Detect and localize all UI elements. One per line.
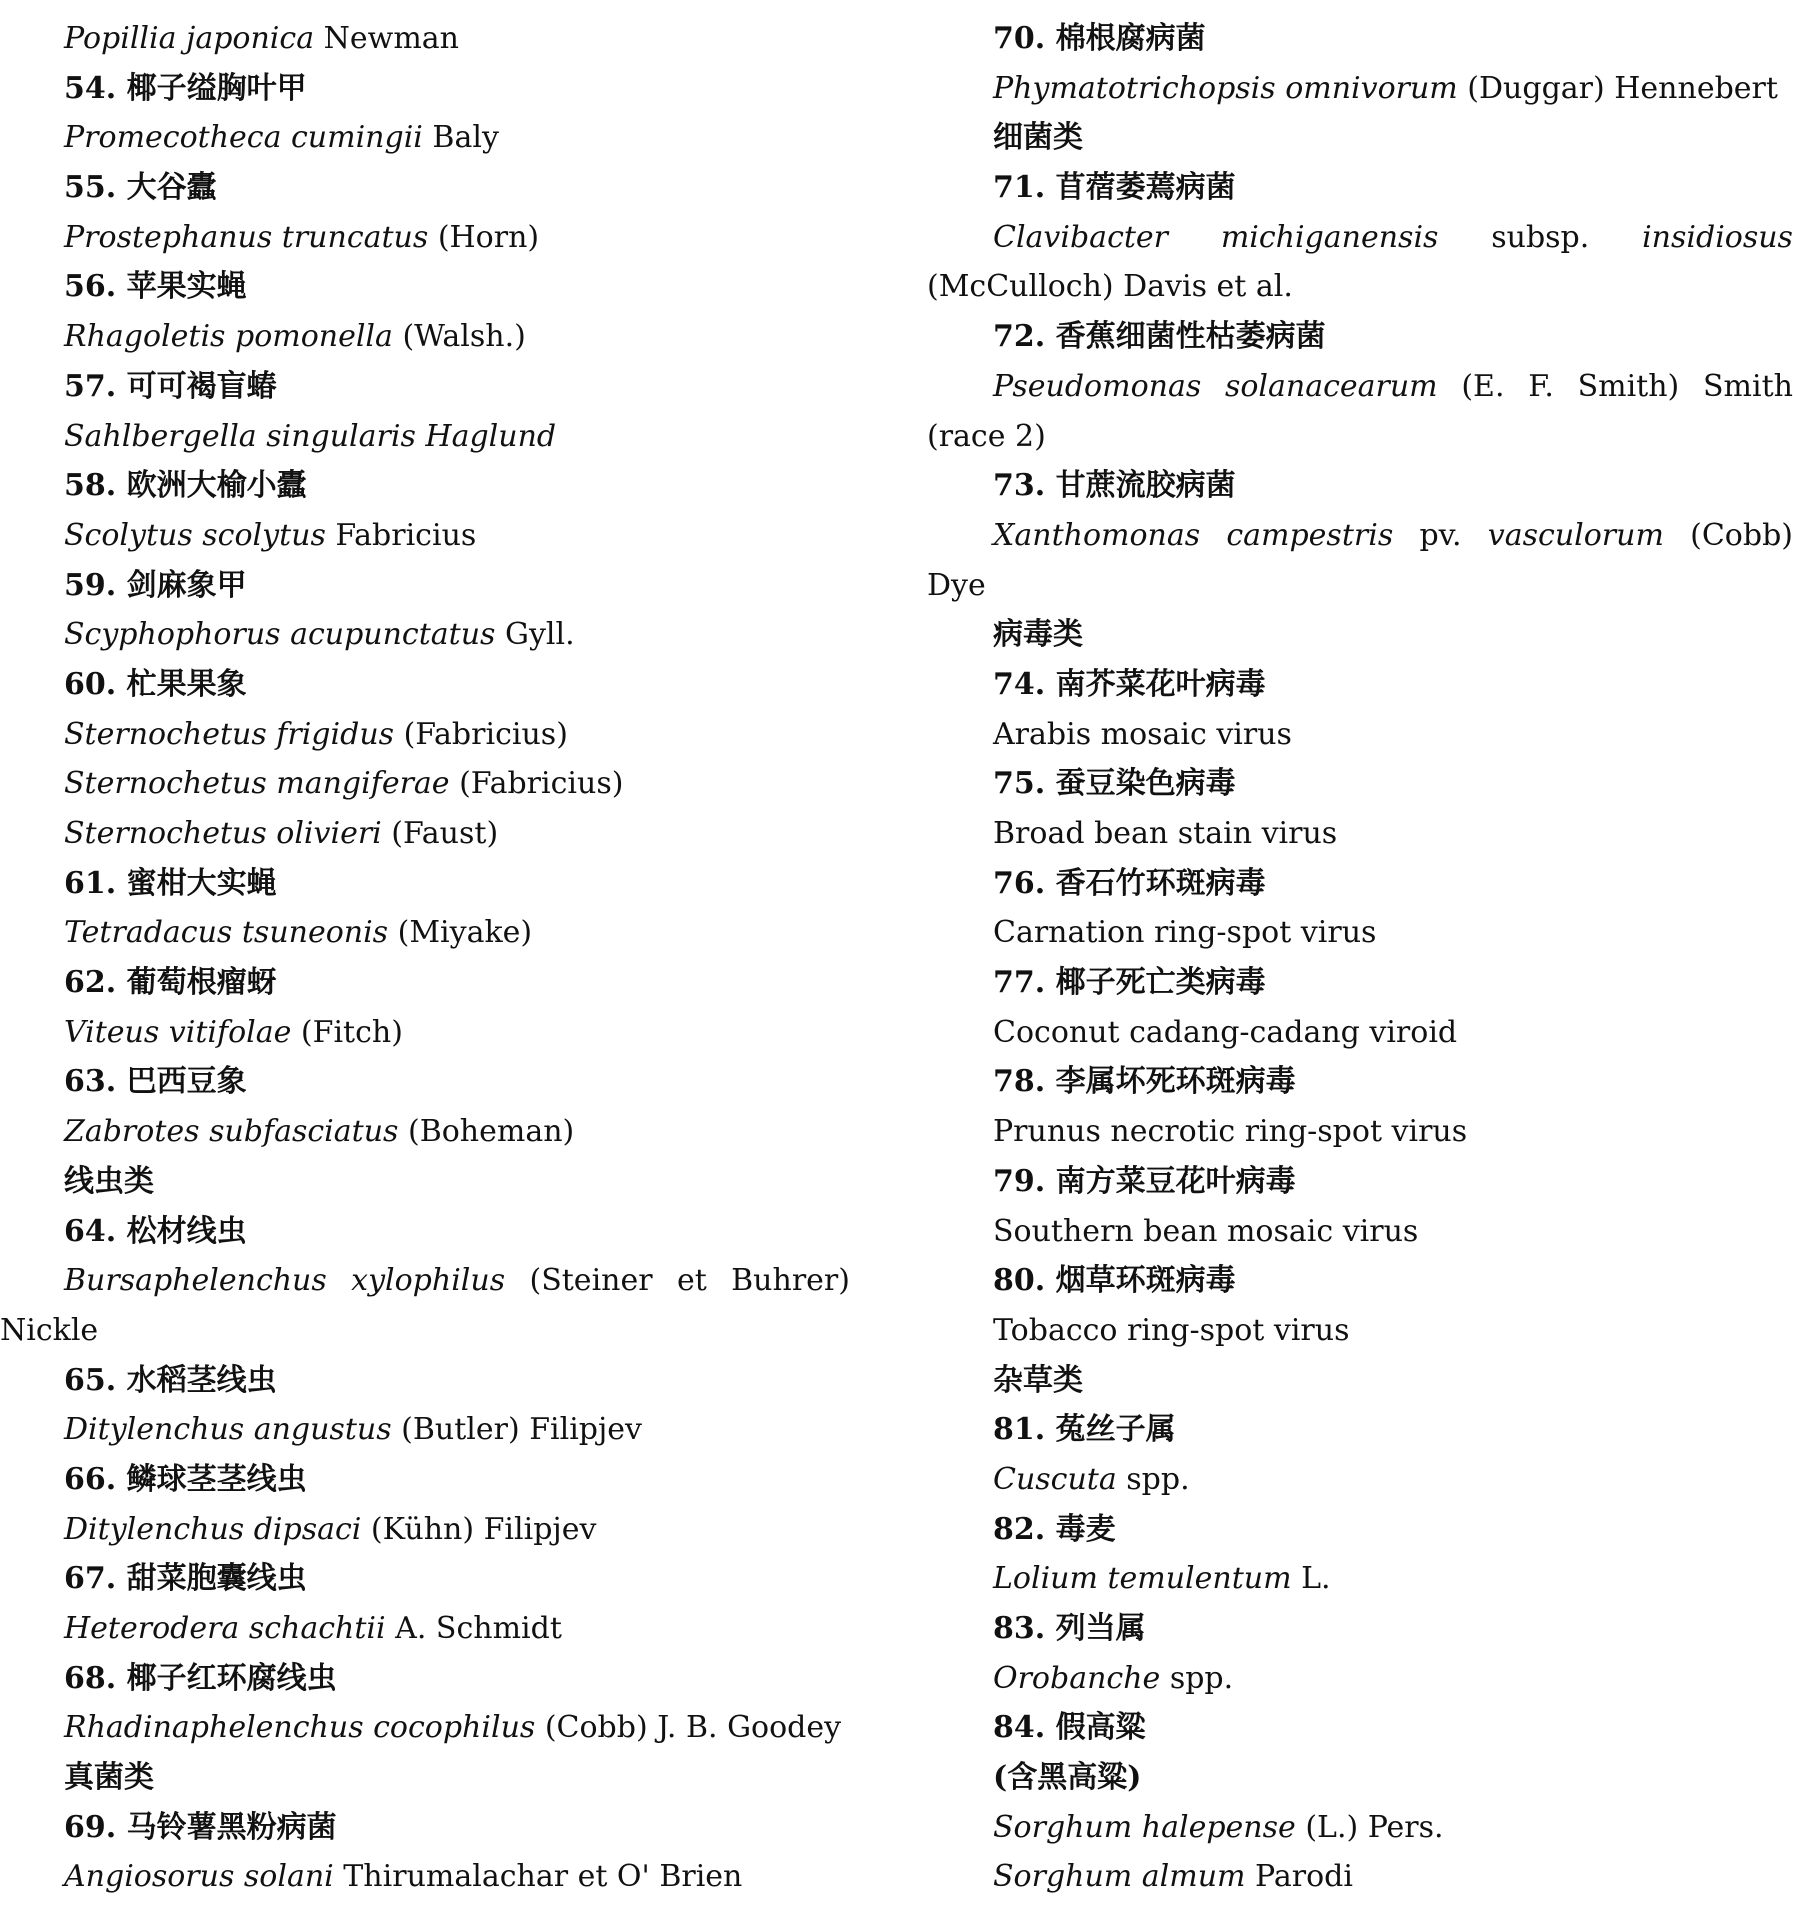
species-name: Tetradacus tsuneonis (Miyake)	[64, 915, 533, 951]
species-name: Lolium temulentum L.	[993, 1561, 1331, 1597]
entry-heading: 60. 杧果果象	[64, 666, 247, 702]
species-name: Phymatotrichopsis omnivorum (Duggar) Hennebert	[993, 70, 1778, 106]
entry-heading: 77. 椰子死亡类病毒	[993, 965, 1266, 1001]
species-name: Sorghum halepense (L.) Pers.	[993, 1809, 1444, 1845]
virus-name: Tobacco ring-spot virus	[993, 1312, 1350, 1348]
category-heading: 真菌类	[64, 1760, 154, 1796]
entry-heading: 64. 松材线虫	[64, 1213, 247, 1249]
category-heading: 杂草类	[993, 1362, 1083, 1398]
author-continuation: Dye	[927, 567, 986, 603]
entry-heading: 65. 水稻茎线虫	[64, 1362, 277, 1398]
entry-heading: 74. 南芥菜花叶病毒	[993, 666, 1266, 702]
species-name: Sternochetus frigidus (Fabricius)	[64, 716, 568, 752]
species-name: Cuscuta spp.	[993, 1461, 1190, 1497]
entry-heading: 84. 假高粱	[993, 1710, 1146, 1746]
entry-heading: 79. 南方菜豆花叶病毒	[993, 1163, 1296, 1199]
species-name: Sternochetus olivieri (Faust)	[64, 816, 499, 851]
species-name: Scyphophorus acupunctatus Gyll.	[64, 617, 575, 653]
entry-note: (含黑高粱)	[993, 1760, 1142, 1796]
species-name: Pseudomonas solanacearum (E. F. Smith) Smith	[993, 368, 1793, 404]
species-name: Xanthomonas campestris pv. vasculorum (Cobb)	[993, 517, 1793, 553]
entry-heading: 78. 李属坏死环斑病毒	[993, 1064, 1296, 1100]
entry-heading: 76. 香石竹环斑病毒	[993, 865, 1266, 901]
species-name: Bursaphelenchus xylophilus (Steiner et Buhrer)	[64, 1263, 850, 1299]
species-name: Angiosorus solani Thirumalachar et O' Brien	[64, 1859, 743, 1895]
virus-name: Southern bean mosaic virus	[993, 1213, 1419, 1249]
species-name: Sahlbergella singularis Haglund	[64, 418, 557, 454]
virus-name: Prunus necrotic ring-spot virus	[993, 1114, 1468, 1150]
category-heading: 线虫类	[64, 1163, 154, 1199]
species-name: Prostephanus truncatus (Horn)	[64, 219, 540, 255]
entry-heading: 56. 苹果实蝇	[64, 269, 247, 305]
entry-heading: 73. 甘蔗流胶病菌	[993, 468, 1236, 504]
category-heading: 病毒类	[993, 617, 1083, 653]
species-name: Popillia japonica Newman	[64, 21, 459, 56]
entry-heading: 54. 椰子缢胸叶甲	[64, 70, 307, 106]
entry-heading: 62. 葡萄根瘤蚜	[64, 965, 277, 1001]
entry-heading: 59. 剑麻象甲	[64, 567, 247, 603]
virus-name: Carnation ring-spot virus	[993, 915, 1377, 951]
species-name: Rhadinaphelenchus cocophilus (Cobb) J. B. Goodey	[64, 1710, 842, 1746]
entry-heading: 81. 菟丝子属	[993, 1412, 1176, 1448]
species-name: Clavibacter michiganensis subsp. insidiosus	[993, 219, 1793, 255]
species-name: Promecotheca cumingii Baly	[64, 120, 499, 156]
virus-name: Coconut cadang-cadang viroid	[993, 1014, 1458, 1050]
virus-name: Broad bean stain virus	[993, 816, 1338, 851]
right-column	[927, 14, 1793, 1902]
entry-heading: 67. 甜菜胞囊线虫	[64, 1561, 307, 1597]
entry-heading: 63. 巴西豆象	[64, 1064, 247, 1100]
entry-heading: 83. 列当属	[993, 1611, 1146, 1646]
entry-heading: 57. 可可褐盲蝽	[64, 368, 277, 404]
left-column	[0, 14, 850, 1902]
entry-heading: 69. 马铃薯黑粉病菌	[64, 1809, 337, 1845]
entry-heading: 55. 大谷蠹	[64, 170, 217, 206]
entry-heading: 68. 椰子红环腐线虫	[64, 1660, 337, 1696]
species-name: Zabrotes subfasciatus (Boheman)	[64, 1114, 575, 1150]
entry-heading: 58. 欧洲大榆小蠹	[64, 468, 307, 504]
entry-heading: 75. 蚕豆染色病毒	[993, 766, 1236, 802]
entry-heading: 72. 香蕉细菌性枯萎病菌	[993, 319, 1326, 355]
species-name: Ditylenchus angustus (Butler) Filipjev	[64, 1412, 643, 1448]
species-name: Rhagoletis pomonella (Walsh.)	[64, 319, 526, 355]
entry-heading: 66. 鳞球茎茎线虫	[64, 1461, 307, 1497]
species-name: Viteus vitifolae (Fitch)	[64, 1014, 403, 1050]
author-continuation: (McCulloch) Davis et al.	[927, 269, 1293, 305]
virus-name: Arabis mosaic virus	[993, 716, 1292, 752]
entry-heading: 61. 蜜柑大实蝇	[64, 865, 277, 901]
category-heading: 细菌类	[993, 120, 1083, 156]
species-name: Heterodera schachtii A. Schmidt	[64, 1611, 562, 1646]
entry-heading: 70. 棉根腐病菌	[993, 21, 1206, 56]
species-name: Scolytus scolytus Fabricius	[64, 517, 477, 553]
entry-heading: 80. 烟草环斑病毒	[993, 1263, 1236, 1299]
species-name: Ditylenchus dipsaci (Kühn) Filipjev	[64, 1511, 597, 1547]
species-name: Sternochetus mangiferae (Fabricius)	[64, 766, 624, 802]
entry-heading: 71. 苜蓿萎蔫病菌	[993, 170, 1236, 206]
author-continuation: (race 2)	[927, 418, 1046, 454]
species-name: Sorghum almum Parodi	[993, 1859, 1353, 1895]
entry-heading: 82. 毒麦	[993, 1511, 1116, 1547]
species-name: Orobanche spp.	[993, 1660, 1234, 1696]
author-continuation: Nickle	[0, 1312, 99, 1348]
